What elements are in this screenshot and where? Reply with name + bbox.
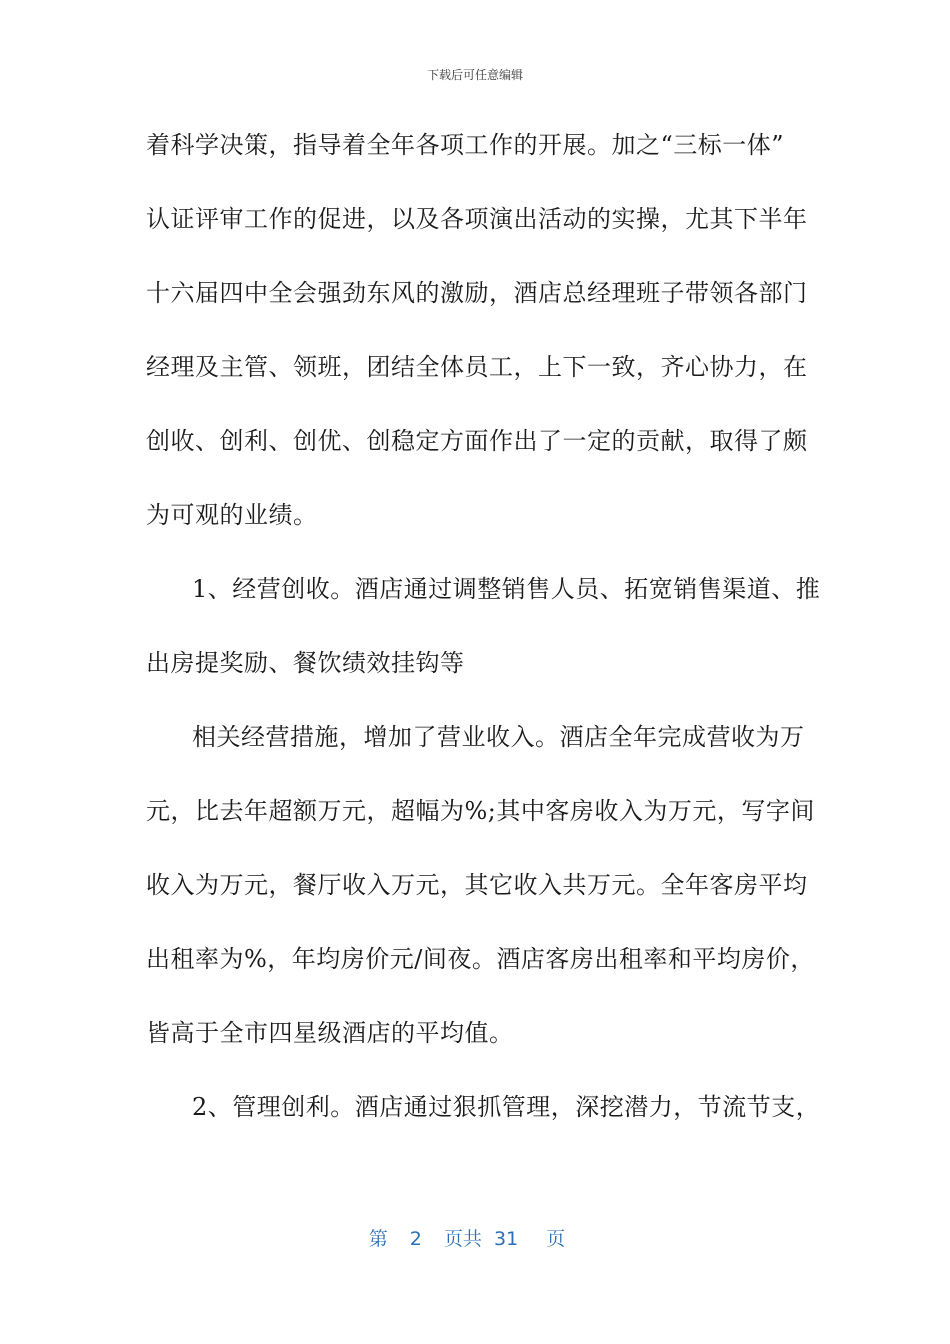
paragraph-2-line-4: 皆高于全市四星级酒店的平均值。 [146, 1019, 514, 1047]
paragraph-0-line-1: 认证评审工作的促进，以及各项演出活动的实操，尤其下半年 [146, 205, 808, 233]
footer-label-page: 第 [368, 1228, 388, 1250]
paragraph-1-line-1: 出房提奖励、餐饮绩效挂钩等 [146, 649, 465, 677]
paragraph-1-line-0: 1、经营创收。酒店通过调整销售人员、拓宽销售渠道、推 [192, 575, 821, 603]
paragraph-0-line-4: 创收、创利、创优、创稳定方面作出了一定的贡献，取得了颇 [146, 427, 808, 455]
page-header [0, 66, 950, 83]
header-note: 下载后可任意编辑 [426, 68, 523, 82]
paragraph-3-line-0: 2、管理创利。酒店通过狠抓管理，深挖潜力，节流节支， [192, 1093, 821, 1121]
paragraph-2-line-2: 收入为万元，餐厅收入万元，其它收入共万元。全年客房平均 [146, 871, 808, 899]
paragraph-2-line-3: 出租率为%，年均房价元/间夜。酒店客房出租率和平均房价， [146, 945, 815, 973]
paragraph-2-line-0: 相关经营措施，增加了营业收入。酒店全年完成营收为万 [192, 723, 805, 751]
footer-label-of-total: 页共 [443, 1228, 482, 1250]
footer-current-page: 2 [409, 1228, 422, 1250]
paragraph-0-line-0: 着科学决策，指导着全年各项工作的开展。加之“三标一体” [146, 131, 785, 159]
footer-label-page-end: 页 [546, 1228, 566, 1250]
paragraph-0-line-3: 经理及主管、领班，团结全体员工，上下一致，齐心协力，在 [146, 353, 808, 381]
paragraph-0-line-2: 十六届四中全会强劲东风的激励，酒店总经理班子带领各部门 [146, 279, 808, 307]
document-body [146, 118, 821, 1154]
page-footer [0, 1224, 950, 1251]
paragraph-0-line-5: 为可观的业绩。 [146, 501, 318, 529]
paragraph-2-line-1: 元，比去年超额万元，超幅为%;其中客房收入为万元，写字间 [146, 797, 815, 825]
footer-total-pages: 31 [494, 1228, 519, 1250]
